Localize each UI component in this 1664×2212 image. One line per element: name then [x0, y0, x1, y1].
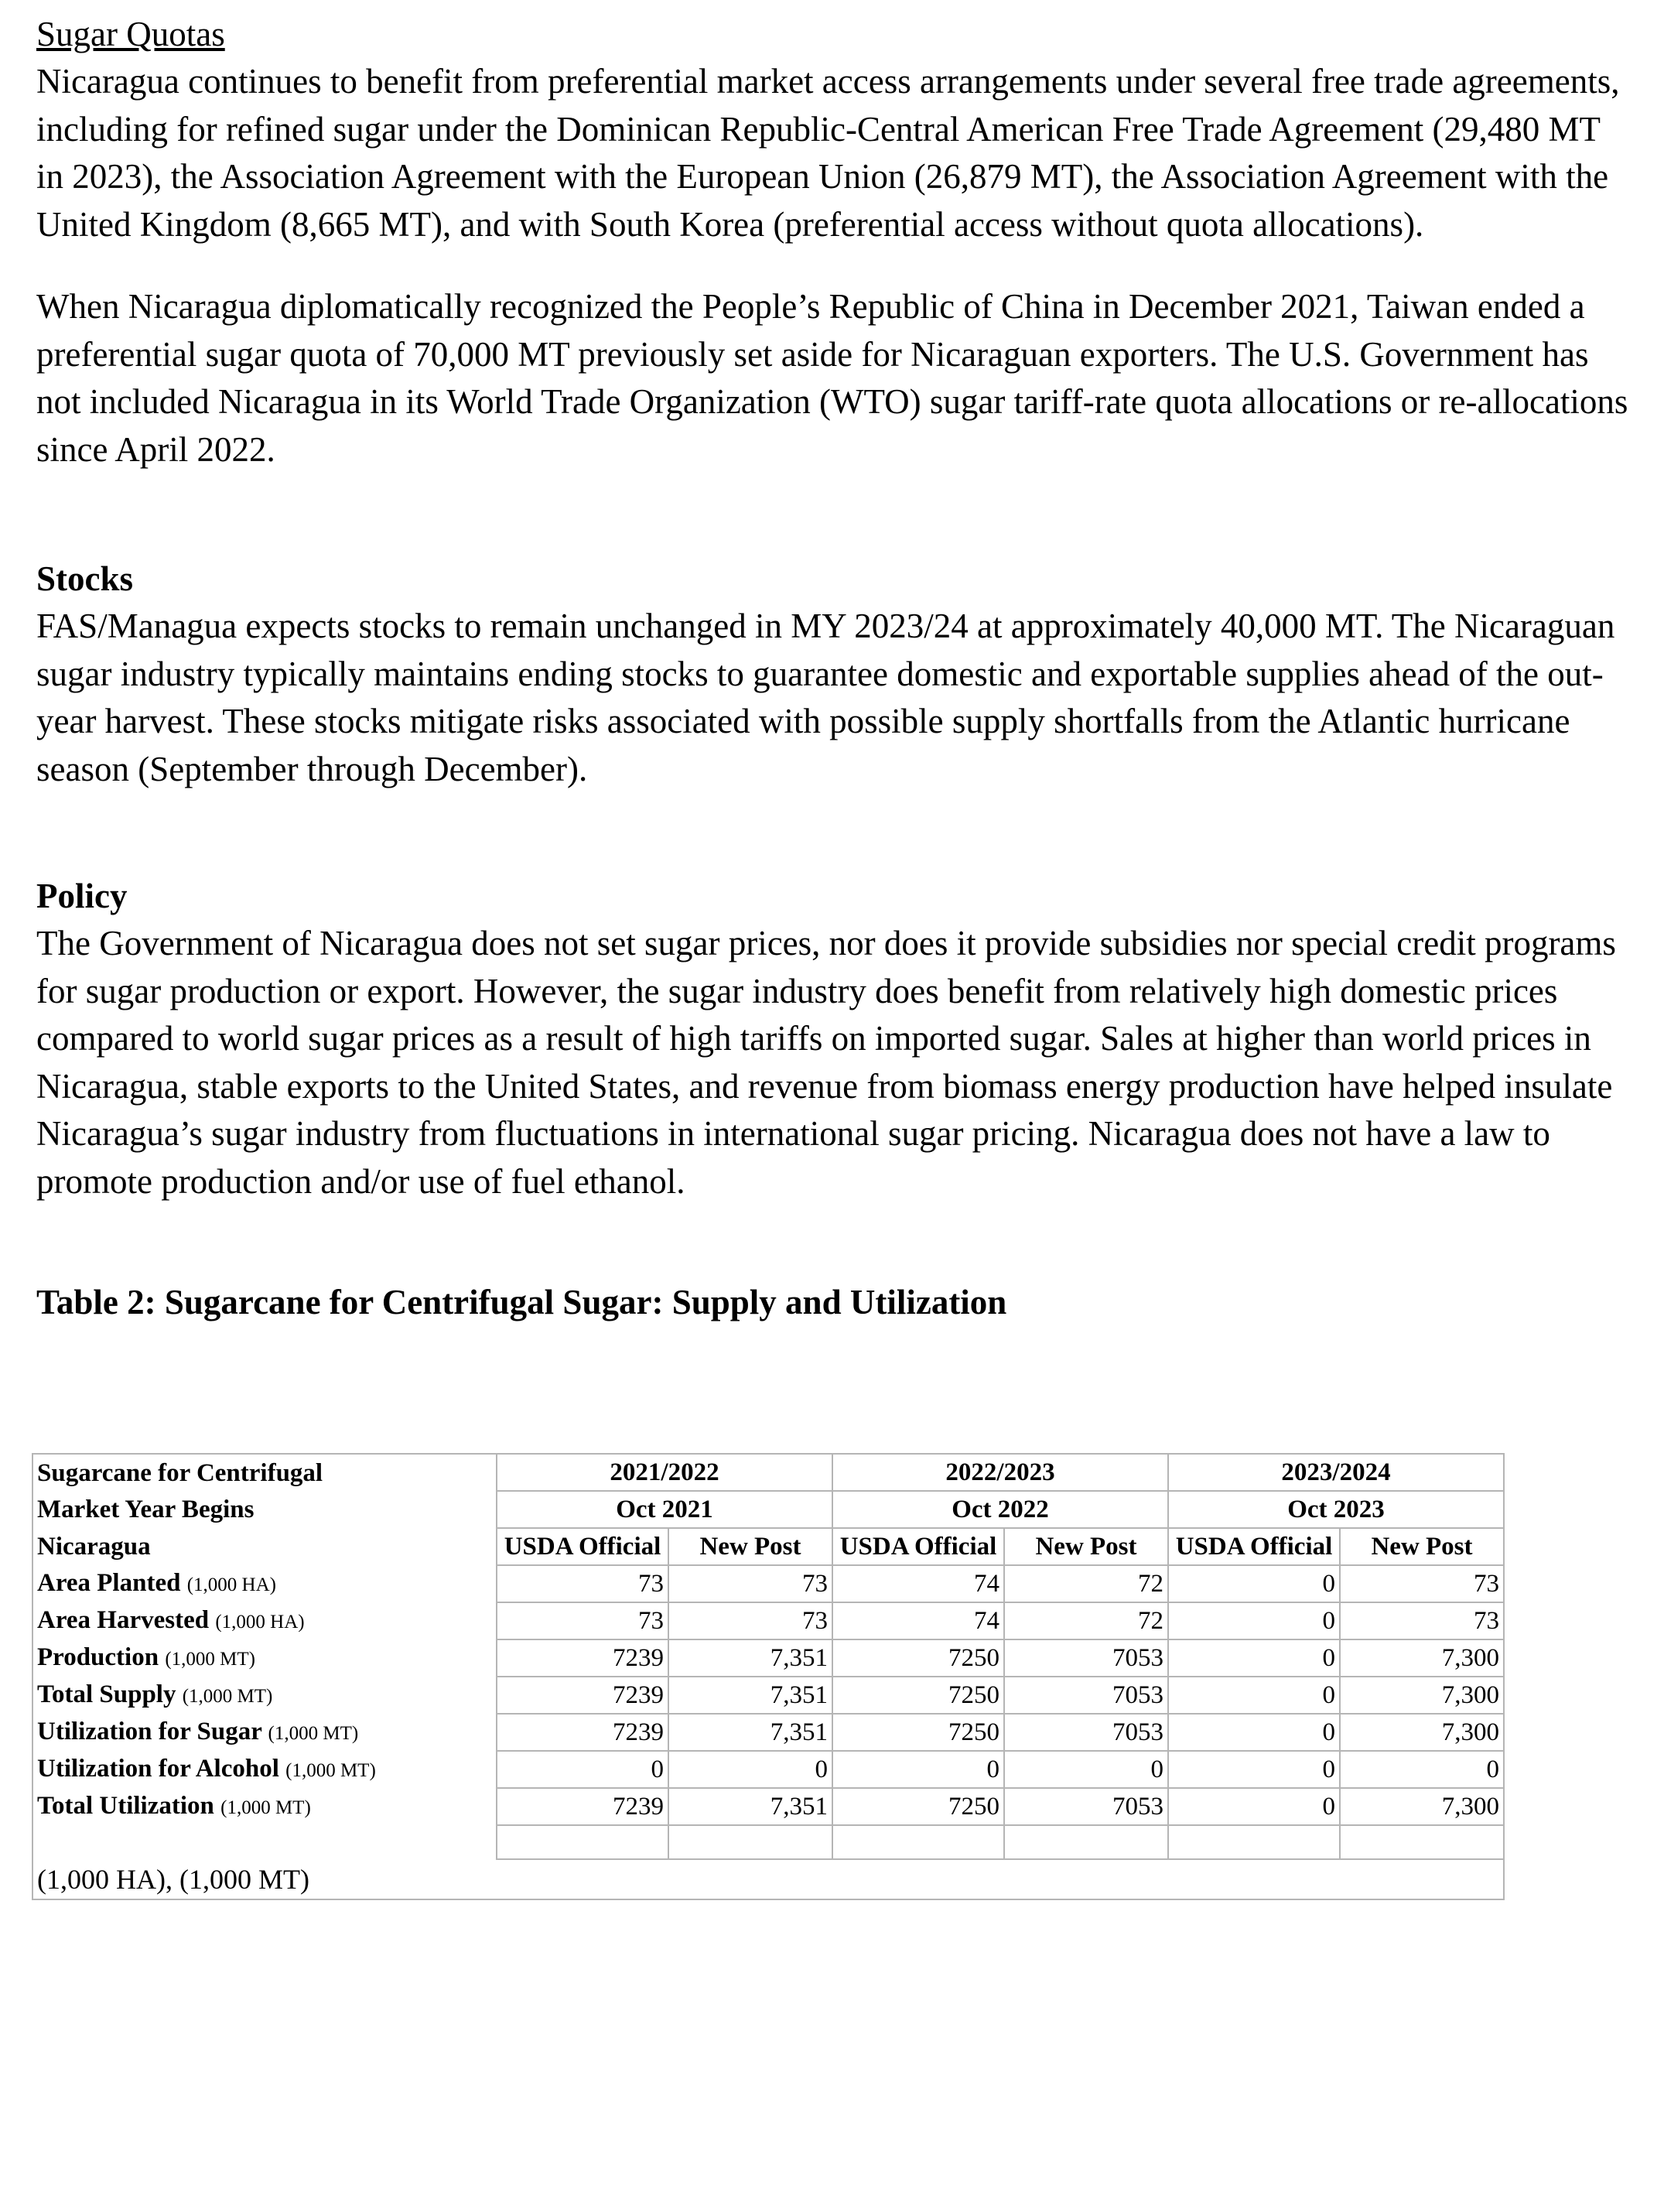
sugar-quotas-section	[36, 11, 1630, 474]
table-cell: 7053	[1004, 1639, 1168, 1677]
policy-heading: Policy	[36, 877, 128, 915]
table-cell: 7239	[497, 1639, 668, 1677]
table-cell: 0	[1168, 1714, 1340, 1751]
header-source: USDA Official	[1168, 1528, 1340, 1565]
header-label-country: Nicaragua	[32, 1528, 497, 1565]
stocks-paragraph: FAS/Managua expects stocks to remain unchanged in MY 2023/24 at approximately 40,000 MT. The Nicaraguan sugar industry typically maintains ending stocks to guarantee domestic and exportable supplies ahead of the out-year harvest. These stocks mitigate risks associated with possible supply shortfalls from the Atlantic hurricane season (September through December).	[36, 607, 1615, 788]
table-cell: 0	[1168, 1751, 1340, 1788]
table-header-row	[32, 1491, 1504, 1528]
table-cell: 7053	[1004, 1677, 1168, 1714]
table-cell: 0	[1168, 1565, 1340, 1602]
table-row	[32, 1602, 1504, 1639]
table-blank-row	[32, 1825, 1504, 1859]
header-begin-3: Oct 2023	[1168, 1491, 1504, 1528]
table-cell: 7,300	[1340, 1677, 1504, 1714]
table-cell: 73	[1340, 1565, 1504, 1602]
table-cell: 7,300	[1340, 1788, 1504, 1825]
table-footnote: (1,000 HA), (1,000 MT)	[32, 1859, 1504, 1899]
table-cell: 7,300	[1340, 1639, 1504, 1677]
row-label-text: Utilization for Sugar	[37, 1717, 262, 1745]
table-cell: 74	[832, 1565, 1004, 1602]
table-cell: 7,351	[668, 1639, 832, 1677]
row-unit: (1,000 MT)	[165, 1648, 255, 1670]
header-source: USDA Official	[497, 1528, 668, 1565]
table-cell: 7250	[832, 1714, 1004, 1751]
supply-utilization-table	[32, 1453, 1505, 1900]
header-label-commodity: Sugarcane for Centrifugal	[32, 1454, 497, 1491]
row-unit: (1,000 HA)	[215, 1611, 305, 1633]
row-label	[32, 1714, 497, 1751]
table-cell: 7239	[497, 1714, 668, 1751]
row-unit: (1,000 MT)	[285, 1759, 376, 1781]
row-label	[32, 1751, 497, 1788]
header-year-3: 2023/2024	[1168, 1454, 1504, 1491]
row-unit: (1,000 MT)	[220, 1797, 311, 1818]
row-label-text: Total Supply	[37, 1680, 176, 1708]
table-row	[32, 1565, 1504, 1602]
row-label	[32, 1565, 497, 1602]
table-cell: 7,300	[1340, 1714, 1504, 1751]
table-row	[32, 1639, 1504, 1677]
policy-paragraph: The Government of Nicaragua does not set sugar prices, nor does it provide subsidies nor special credit programs for sugar production or export. However, the sugar industry does benefit from relatively high domestic prices compared to world sugar prices as a result of high tariffs on imported sugar. Sales at higher than world prices in Nicaragua, stable exports to the United States, and revenue from biomass energy production have helped insulate Nicaragua’s sugar industry from fluctuations in international sugar pricing. Nicaragua does not have a law to promote production and/or use of fuel ethanol.	[36, 924, 1616, 1201]
table-cell: 7053	[1004, 1714, 1168, 1751]
stocks-section	[36, 556, 1630, 793]
header-year-1: 2021/2022	[497, 1454, 832, 1491]
policy-section	[36, 873, 1630, 1205]
row-unit: (1,000 HA)	[186, 1574, 276, 1595]
row-label-text: Area Harvested	[37, 1605, 210, 1634]
table-cell: 7,351	[668, 1714, 832, 1751]
table-cell: 7239	[497, 1788, 668, 1825]
header-begin-1: Oct 2021	[497, 1491, 832, 1528]
header-label-market-year: Market Year Begins	[32, 1491, 497, 1528]
table-cell: 0	[1168, 1677, 1340, 1714]
table-cell: 72	[1004, 1565, 1168, 1602]
table-cell: 7250	[832, 1788, 1004, 1825]
header-year-2: 2022/2023	[832, 1454, 1168, 1491]
row-unit: (1,000 MT)	[268, 1722, 359, 1744]
table-cell: 0	[1004, 1751, 1168, 1788]
header-source: New Post	[1004, 1528, 1168, 1565]
header-source: New Post	[1340, 1528, 1504, 1565]
row-label-text: Area Planted	[37, 1568, 181, 1597]
table-cell: 7053	[1004, 1788, 1168, 1825]
table-row	[32, 1714, 1504, 1751]
sugar-quotas-paragraph-1: Nicaragua continues to benefit from preferential market access arrangements under several free trade agreements, including for refined sugar under the Dominican Republic-Central American Free Trade Agreement (29,480 MT in 2023), the Association Agreement with the European Union (26,879 MT), the Association Agreement with the United Kingdom (8,665 MT), and with South Korea (preferential access without quota allocations).	[36, 62, 1620, 244]
table-cell: 7250	[832, 1639, 1004, 1677]
sugar-quotas-heading: Sugar Quotas	[36, 15, 225, 53]
row-label-text: Utilization for Alcohol	[37, 1754, 279, 1783]
table-title: Table 2: Sugarcane for Centrifugal Sugar: Supply and Utilization	[36, 1283, 1007, 1321]
row-label-text: Total Utilization	[37, 1791, 214, 1820]
table-cell: 0	[1340, 1751, 1504, 1788]
table-cell: 0	[1168, 1639, 1340, 1677]
table-cell: 73	[668, 1565, 832, 1602]
document-page	[36, 11, 1630, 1326]
header-source: New Post	[668, 1528, 832, 1565]
sugar-quotas-paragraph-2: When Nicaragua diplomatically recognized the People’s Republic of China in December 2021, Taiwan ended a preferential sugar quota of 70,000 MT previously set aside for Nicaraguan exporters. The U.S. Government has not included Nicaragua in its World Trade Organization (WTO) sugar tariff-rate quota allocations or re-allocations since April 2022.	[36, 287, 1628, 469]
table-cell: 7,351	[668, 1788, 832, 1825]
table-cell: 73	[497, 1565, 668, 1602]
row-label	[32, 1602, 497, 1639]
table-row	[32, 1788, 1504, 1825]
table-footnote-row	[32, 1859, 1504, 1899]
row-label-text: Production	[37, 1643, 159, 1671]
table-cell: 7239	[497, 1677, 668, 1714]
table-cell: 73	[668, 1602, 832, 1639]
table-cell: 0	[668, 1751, 832, 1788]
table-cell: 7,351	[668, 1677, 832, 1714]
row-unit: (1,000 MT)	[182, 1685, 273, 1707]
table-header-row	[32, 1528, 1504, 1565]
header-source: USDA Official	[832, 1528, 1004, 1565]
table-row	[32, 1751, 1504, 1788]
table-cell: 74	[832, 1602, 1004, 1639]
table-header-row	[32, 1454, 1504, 1491]
table-cell: 0	[1168, 1602, 1340, 1639]
table-row	[32, 1677, 1504, 1714]
table-cell: 0	[832, 1751, 1004, 1788]
row-label	[32, 1677, 497, 1714]
table-cell: 0	[1168, 1788, 1340, 1825]
row-label	[32, 1639, 497, 1677]
table-cell: 73	[1340, 1602, 1504, 1639]
header-begin-2: Oct 2022	[832, 1491, 1168, 1528]
row-label	[32, 1788, 497, 1825]
table-cell: 7250	[832, 1677, 1004, 1714]
table-cell: 0	[497, 1751, 668, 1788]
stocks-heading: Stocks	[36, 559, 134, 598]
table-cell: 73	[497, 1602, 668, 1639]
table-cell: 72	[1004, 1602, 1168, 1639]
